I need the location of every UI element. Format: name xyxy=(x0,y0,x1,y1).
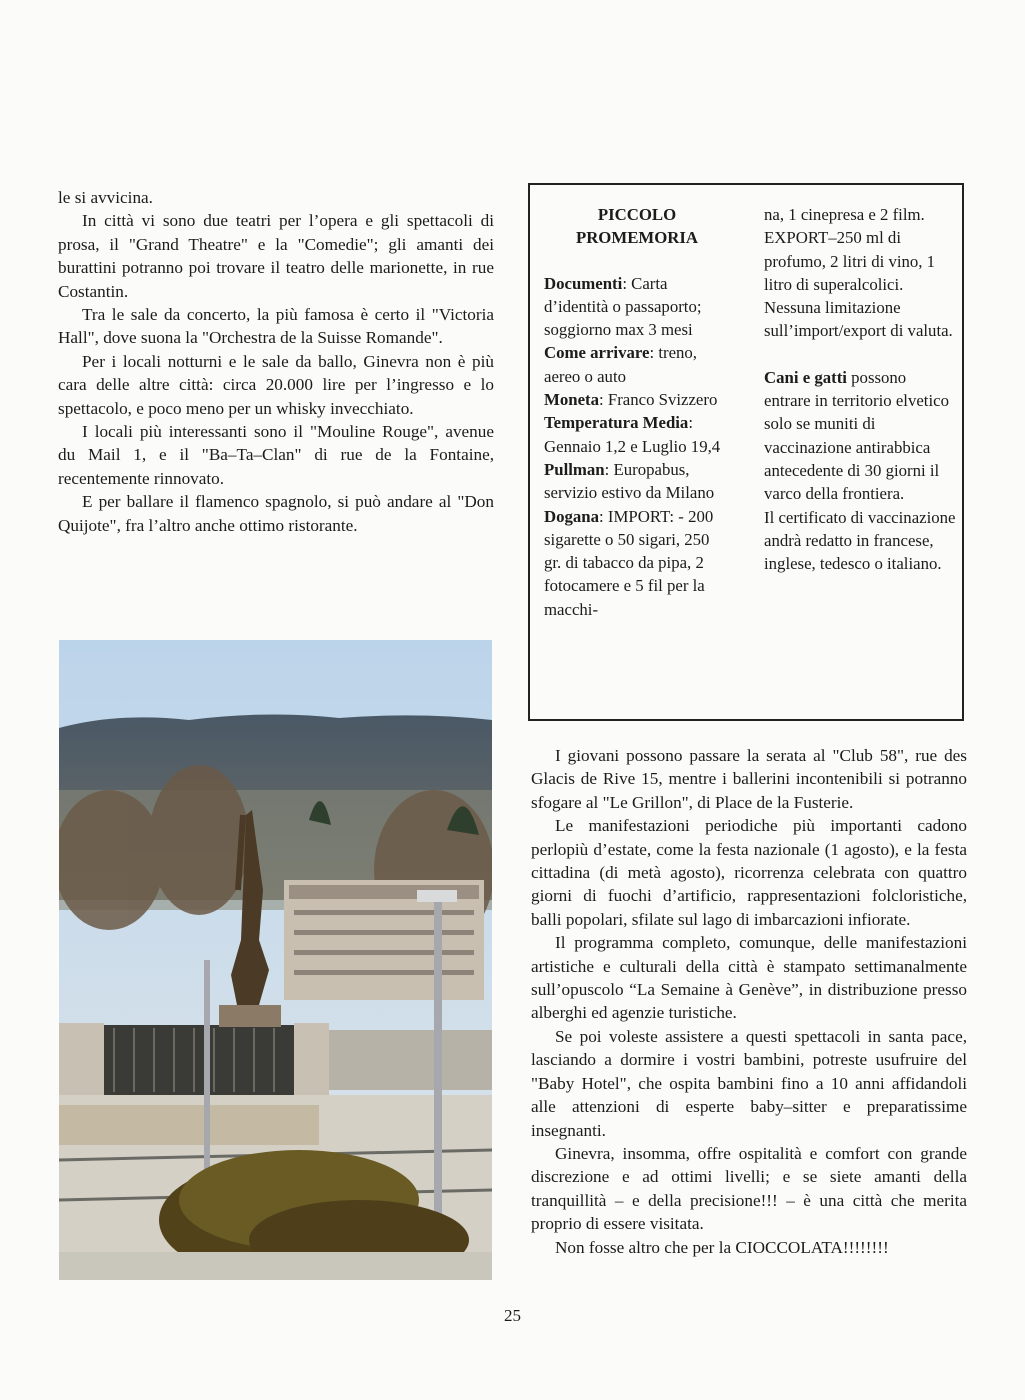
box-entry-temperatura xyxy=(544,411,730,458)
paragraph: Se poi voleste assistere a questi spettacoli in santa pace, lasciando a dormire i vostri bambini, potreste usufruire del "Baby Hotel", che ospita bambini fino a 10 anni affidandoli alle attenzioni di esperte baby–sitter e preparatissime insegnanti. xyxy=(531,1026,967,1140)
box-title-line: PICCOLO xyxy=(597,205,677,224)
paragraph: E per ballare il flamenco spagnolo, si può andare al "Don Quijote", fra l’altro anche ottimo ristorante. xyxy=(58,492,494,535)
entry-label: Dogana xyxy=(544,506,600,526)
box-entry-pullman xyxy=(544,458,730,505)
entry-text: : treno, aereo o auto xyxy=(544,343,698,386)
entry-text: : IMPORT: - 200 sigarette o 50 sigari, 250 gr. di tabacco da pipa, 2 fotocamere e 5 fil per la macchi- xyxy=(544,506,714,619)
entry-label: Temperatura Media xyxy=(544,413,689,433)
box-entry-moneta xyxy=(544,388,730,411)
paragraph: Per i locali notturni e le sale da ballo, Ginevra non è più cara delle altre città: circa 20.000 lire per l’ingresso e lo spettacolo, e poco meno per un whisky invecchiato. xyxy=(58,351,494,418)
entry-text: : Europabus, servizio estivo da Milano xyxy=(544,459,715,503)
box-title-line: PROMEMORIA xyxy=(575,228,699,248)
paragraph: I giovani possono passare la serata al "Club 58", rue des Glacis de Rive 15, mentre i ballerini incontenibili si potranno sfogare al "Le Grillon", di Place de la Fusterie. xyxy=(531,746,967,812)
box-entry-cani-gatti xyxy=(764,366,956,506)
entry-text: : Franco Svizzero xyxy=(599,390,718,410)
box-entry-dogana xyxy=(544,505,730,621)
paragraph: Non fosse altro che per la CIOCCOLATA!!!!!!!! xyxy=(555,1237,889,1257)
box-entry-come-arrivare xyxy=(544,341,730,388)
page-number: 25 xyxy=(504,1306,521,1325)
box-text: na, 1 cinepresa e 2 film. xyxy=(764,205,925,224)
entry-label: Come arrivare xyxy=(544,343,650,363)
left-text-column xyxy=(58,186,494,537)
box-title xyxy=(544,203,730,250)
paragraph: In città vi sono due teatri per l’opera e gli spettacoli di prosa, il "Grand Theatre" e la "Comedie"; gli amanti dei burattini potranno poi trovare il teatro delle marionette, in rue Costantin. xyxy=(58,211,494,301)
geneva-photo xyxy=(59,640,492,1280)
box-text: Il certificato di vaccinazione andrà redatto in francese, inglese, tedesco o italiano. xyxy=(764,507,956,574)
box-text: EXPORT–250 ml di profumo, 2 litri di vino, 1 litro di superalcolici. xyxy=(764,228,936,294)
box-entry-documenti xyxy=(544,272,730,342)
paragraph: Il programma completo, comunque, delle manifestazioni artistiche e culturali della città è stampato settimanalmente sull’opuscolo “La Semaine à Genève”, in distribuzione presso alberghi ed agenzie turistiche. xyxy=(531,933,967,1023)
paragraph: Le manifestazioni periodiche più importanti cadono perlopiù d’estate, come la festa nazionale (1 agosto), e la festa cittadina (di metà agosto), ricorrenza celebrata con quattro giorni di fuochi d’artificio, rappresentazioni folcloristiche, balli popolari, sfilate sul lago di imbarcazioni infiorate. xyxy=(531,816,967,929)
entry-text: : Carta d’identità o passaporto; soggiorno max 3 mesi xyxy=(544,273,702,340)
paragraph: Tra le sale da concerto, la più famosa è certo il "Victoria Hall", dove suona la "Orchestra de la Suisse Romande". xyxy=(58,305,494,348)
entry-text: possono entrare in territorio elvetico solo se muniti di vaccinazione antirabbica antecedente di 30 giorni il varco della frontiera. xyxy=(764,367,949,504)
entry-label: Moneta xyxy=(544,390,599,410)
box-text: Nessuna limitazione sull’import/export di valuta. xyxy=(764,298,953,341)
entry-label: Cani e gatti xyxy=(764,367,847,387)
entry-text: : Gennaio 1,2 e Luglio 19,4 xyxy=(544,413,721,456)
entry-label: Pullman xyxy=(544,459,605,479)
paragraph: I locali più interessanti sono il "Mouline Rouge", avenue du Mail 1, e il "Ba–Ta–Clan" di rue de la Fontaine, recentemente rinnovato. xyxy=(58,422,494,488)
box-column-2 xyxy=(764,203,956,575)
right-text-column xyxy=(531,744,967,1259)
paragraph: le si avvicina. xyxy=(58,188,153,207)
promemoria-box xyxy=(528,183,964,721)
entry-label: Documenti xyxy=(544,273,623,293)
box-column-1 xyxy=(544,203,730,621)
paragraph: Ginevra, insomma, offre ospitalità e comfort con grande discrezione e ad ottimi livelli; e se siete amanti della tranquillità – e della precisione!!! – è una città che merita proprio di essere visitata. xyxy=(531,1143,967,1234)
